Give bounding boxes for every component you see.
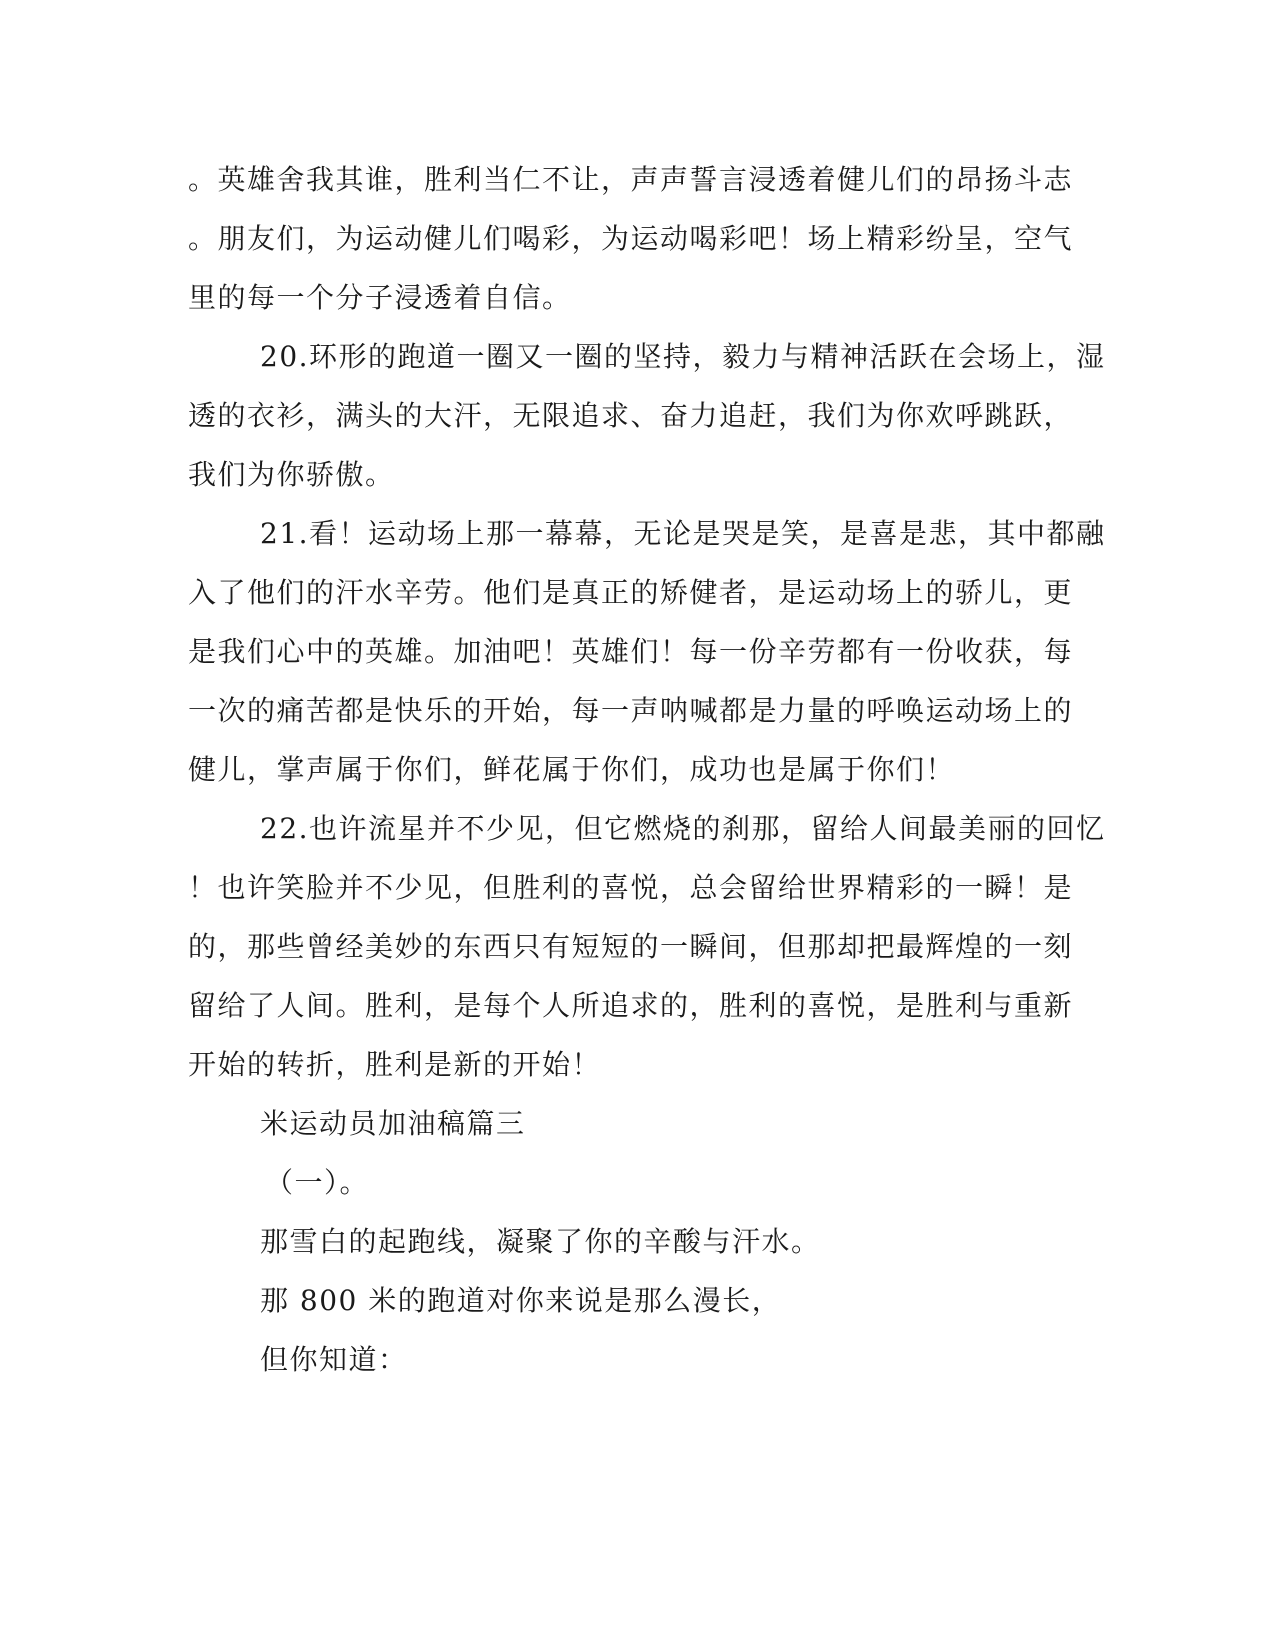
text-line: 是我们心中的英雄。加油吧！英雄们！每一份辛劳都有一份收获，每: [188, 635, 1074, 668]
text-line: 入了他们的汗水辛劳。他们是真正的矫健者，是运动场上的骄儿，更: [188, 576, 1074, 609]
paragraph-20-line: 20.环形的跑道一圈又一圈的坚持，毅力与精神活跃在会场上，湿: [260, 340, 1106, 373]
text-line: 。朋友们，为运动健儿们喝彩，为运动喝彩吧！场上精彩纷呈，空气: [188, 222, 1074, 255]
text-line: 那 800 米的跑道对你来说是那么漫长，: [260, 1284, 782, 1317]
text-line: 里的每一个分子浸透着自信。: [188, 281, 572, 314]
section-heading: 米运动员加油稿篇三: [260, 1107, 526, 1140]
text-line: 留给了人间。胜利，是每个人所追求的，胜利的喜悦，是胜利与重新: [188, 989, 1074, 1022]
text-line: ！也许笑脸并不少见，但胜利的喜悦，总会留给世界精彩的一瞬！是: [188, 871, 1074, 904]
paragraph-22-line: 22.也许流星并不少见，但它燃烧的刹那，留给人间最美丽的回忆: [260, 812, 1106, 845]
text-line: 但你知道：: [260, 1343, 408, 1376]
text-line: 一次的痛苦都是快乐的开始，每一声呐喊都是力量的呼唤运动场上的: [188, 694, 1074, 727]
text-line: 透的衣衫，满头的大汗，无限追求、奋力追赶，我们为你欢呼跳跃，: [188, 399, 1074, 432]
paragraph-21-line: 21.看！运动场上那一幕幕，无论是哭是笑，是喜是悲，其中都融: [260, 517, 1106, 550]
text-line: 那雪白的起跑线，凝聚了你的辛酸与汗水。: [260, 1225, 821, 1258]
text-line: 的，那些曾经美妙的东西只有短短的一瞬间，但那却把最辉煌的一刻: [188, 930, 1074, 963]
text-line: 健儿，掌声属于你们，鲜花属于你们，成功也是属于你们！: [188, 753, 956, 786]
text-line: 。英雄舍我其谁，胜利当仁不让，声声誓言浸透着健儿们的昂扬斗志: [188, 163, 1074, 196]
text-line: 开始的转折，胜利是新的开始！: [188, 1048, 602, 1081]
section-number: （一）。: [265, 1166, 370, 1199]
text-line: 我们为你骄傲。: [188, 458, 395, 491]
